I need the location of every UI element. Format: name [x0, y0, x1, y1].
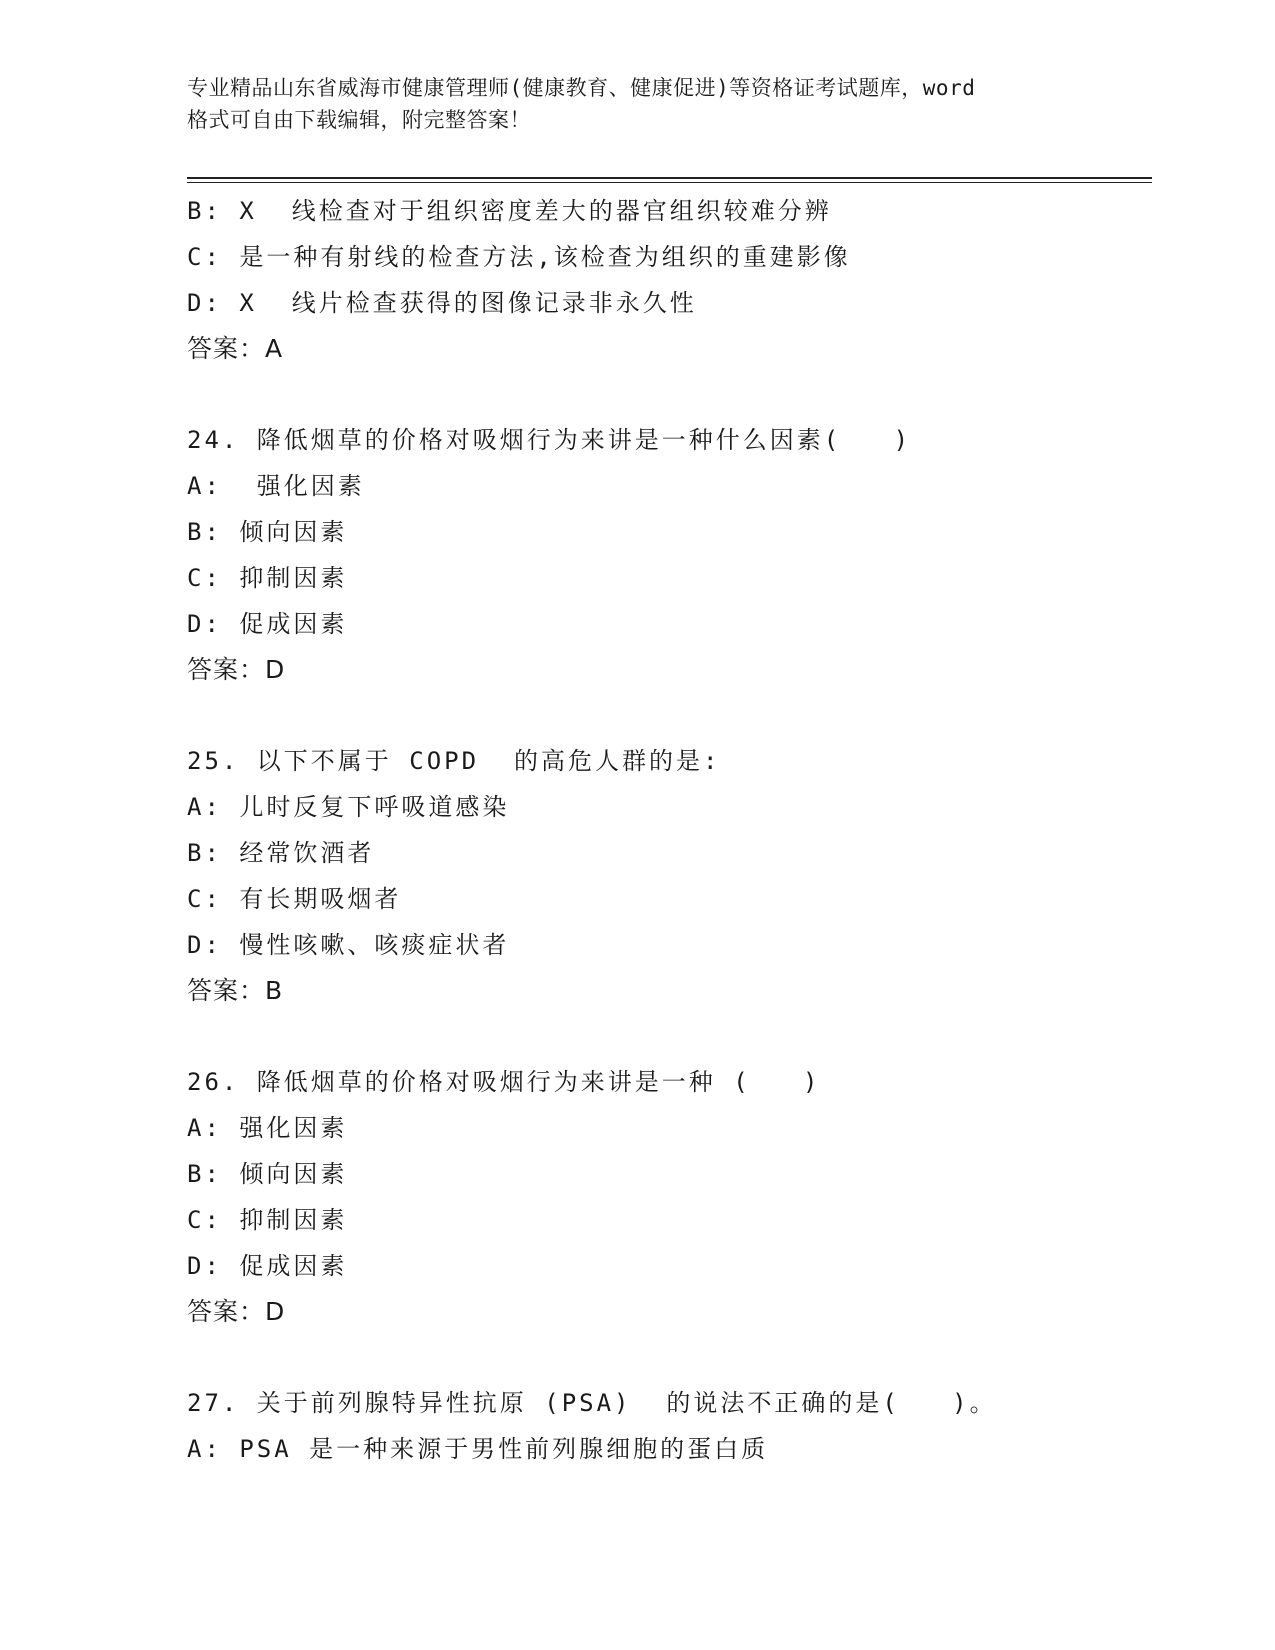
option-a: A: 强化因素	[187, 472, 365, 500]
spacer	[187, 693, 1147, 738]
spacer	[187, 1014, 1147, 1059]
option-a: A: 强化因素	[187, 1114, 348, 1142]
page-header	[187, 72, 1087, 136]
option-d: D: X 线片检查获得的图像记录非永久性	[187, 289, 697, 317]
header-divider-thick	[187, 177, 1152, 179]
question-27	[187, 1380, 1147, 1472]
header-line-1: 专业精品山东省威海市健康管理师(健康教育、健康促进)等资格证考试题库，word	[187, 76, 976, 100]
question-stem: 25. 以下不属于 COPD 的高危人群的是:	[187, 747, 721, 775]
option-b: B: X 线检查对于组织密度差大的器官组织较难分辨	[187, 197, 832, 225]
answer: 答案：D	[187, 655, 286, 684]
option-c: C: 有长期吸烟者	[187, 885, 402, 913]
question-stem: 27. 关于前列腺特异性抗原 (PSA) 的说法不正确的是( )。	[187, 1389, 997, 1417]
header-line-2: 格式可自由下载编辑，附完整答案！	[187, 108, 531, 132]
question-24	[187, 417, 1147, 693]
question-list	[187, 188, 1147, 1472]
question-25	[187, 738, 1147, 1014]
question-stem: 24. 降低烟草的价格对吸烟行为来讲是一种什么因素( )	[187, 426, 912, 454]
option-d: D: 促成因素	[187, 610, 348, 638]
option-a: A: PSA 是一种来源于男性前列腺细胞的蛋白质	[187, 1435, 769, 1463]
option-a: A: 儿时反复下呼吸道感染	[187, 793, 510, 821]
option-c: C: 抑制因素	[187, 564, 348, 592]
option-c: C: 是一种有射线的检查方法,该检查为组织的重建影像	[187, 243, 851, 271]
answer: 答案：B	[187, 976, 284, 1005]
question-23-continued	[187, 188, 1147, 372]
option-d: D: 促成因素	[187, 1252, 348, 1280]
answer: 答案：D	[187, 1297, 286, 1326]
option-b: B: 倾向因素	[187, 518, 348, 546]
question-stem: 26. 降低烟草的价格对吸烟行为来讲是一种 ( )	[187, 1068, 821, 1096]
answer: 答案：A	[187, 334, 284, 363]
option-c: C: 抑制因素	[187, 1206, 348, 1234]
option-b: B: 经常饮酒者	[187, 839, 375, 867]
option-b: B: 倾向因素	[187, 1160, 348, 1188]
option-d: D: 慢性咳嗽、咳痰症状者	[187, 931, 510, 959]
header-divider-thin	[187, 182, 1152, 183]
spacer	[187, 1335, 1147, 1380]
spacer	[187, 372, 1147, 417]
question-26	[187, 1059, 1147, 1335]
